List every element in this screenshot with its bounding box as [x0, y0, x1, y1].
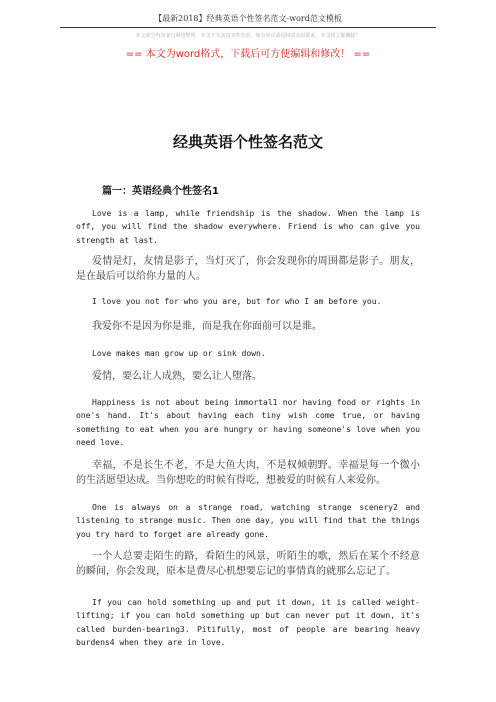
- paragraph-zh-5: 一个人总要走陌生的路，看陌生的风景，听陌生的歌，然后在某个不经意的瞬间，你会发现，原本是费尽心机想要忘记的事情真的就那么忘记了。: [76, 551, 420, 577]
- paragraph-en-5: One is always on a strange road, watching strange scenery2 and listening to strange music. Then one day, you will find that the things you try hard to forget are already gone.: [76, 502, 420, 539]
- paragraph-en-6: If you can hold something up and put it down, it is called weight-lifting; if you can hold something up but can never put it down, it's called burden-bearing3. Pitifully, most of people are bearing heavy burdens4 when they are in love.: [76, 597, 420, 648]
- document-title: 经典英语个性签名范文: [172, 133, 323, 151]
- page-header-title: 【最新2018】经典英语个性签名范文-word范文模板: [154, 14, 342, 23]
- paragraph-en-1: Love is a lamp, while friendship is the shadow. When the lamp is off, you will find the shadow everywhere. Friend is who can give you strength at last.: [76, 208, 420, 245]
- paragraph-en-4: Happiness is not about being immortal1 nor having food or rights in one's hand. It's about having each tiny wish come true, or having something to eat when you are hungry or having someone's love when you need love.: [76, 397, 420, 448]
- paragraph-en-2: I love you not for who you are, but for who I am before you.: [92, 296, 382, 306]
- word-format-banner: == 本文为word格式，下载后可方便编辑和修改！ ==: [125, 49, 371, 60]
- paragraph-zh-4: 幸福，不是长生不老，不是大鱼大肉，不是权倾朝野。幸福是每一个微小的生活愿望达成。当你想吃的时候有得吃，想被爱的时候有人来爱你。: [76, 460, 420, 486]
- chapter-heading: 篇一：英语经典个性签名1: [102, 186, 219, 197]
- copyright-notice: 本文部分内容来自网络整理，本司不为其真实性负责，如有异议或侵权请及时联系，本司将立即删除！: [135, 33, 361, 39]
- paragraph-zh-3: 爱情，要么让人成熟，要么让人堕落。: [92, 371, 262, 382]
- paragraph-zh-1: 爱情是灯，友情是影子，当灯灭了，你会发现你的周围都是影子。朋友，是在最后可以给你力量的人。: [76, 256, 420, 282]
- paragraph-en-3: Love makes man grow up or sink down.: [92, 348, 266, 358]
- paragraph-zh-2: 我爱你不是因为你是谁，而是我在你面前可以是谁。: [92, 321, 322, 332]
- header-divider: [60, 27, 436, 28]
